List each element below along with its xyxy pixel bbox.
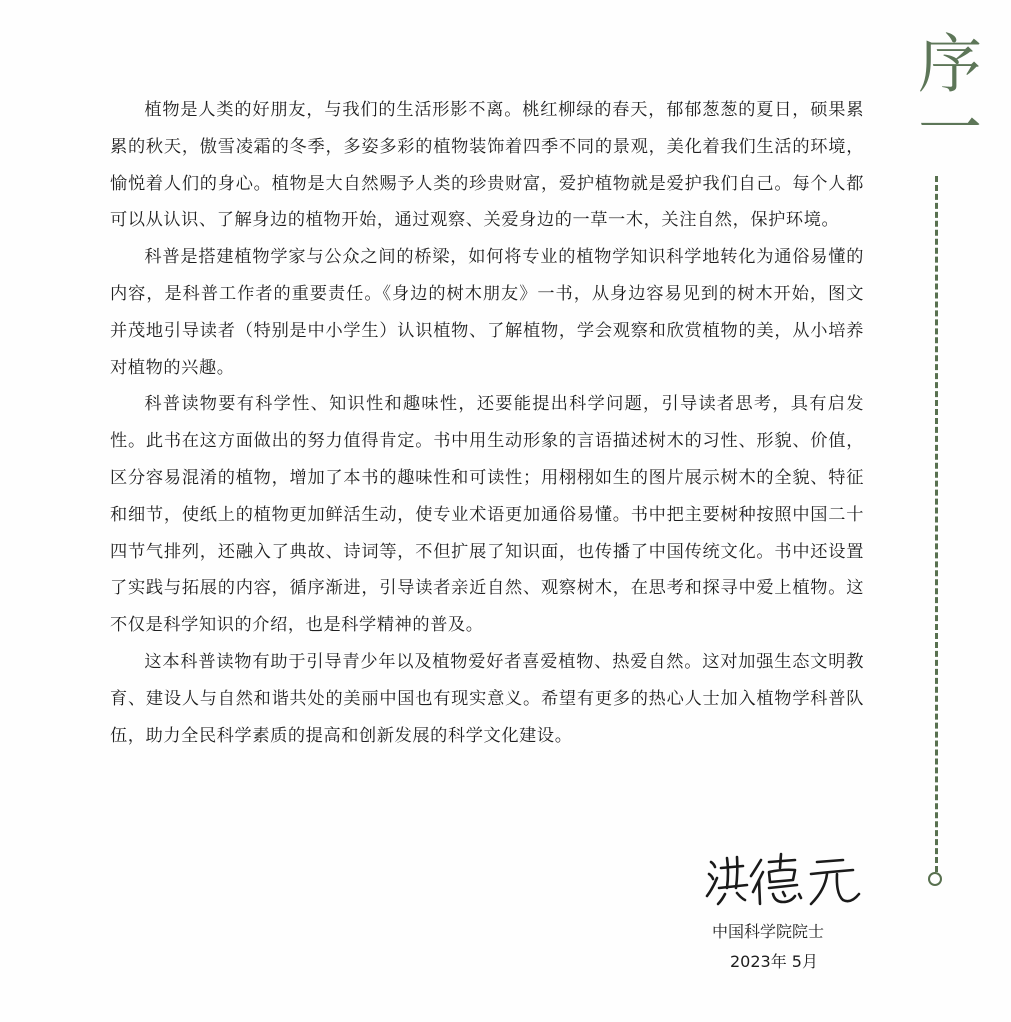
paragraph-4: 这本科普读物有助于引导青少年以及植物爱好者喜爱植物、热爱自然。这对加强生态文明教育、建设人与自然和谐共处的美丽中国也有现实意义。希望有更多的热心人士加入植物学科普队伍，助力全民科学素质的提高和创新发展的科学文化建设。 [110,651,864,746]
paragraph-3: 科普读物要有科学性、知识性和趣味性，还要能提出科学问题，引导读者思考，具有启发性。此书在这方面做出的努力值得肯定。书中用生动形象的言语描述树木的习性、形貌、价值，区分容易混淆的植物，增加了本书的趣味性和可读性；用栩栩如生的图片展示树木的全貌、特征和细节，使纸上的植物更加鲜活生动，使专业术语更加通俗易懂。书中把主要树种按照中国二十四节气排列，还融入了典故、诗词等，不但扩展了知识面，也传播了中国传统文化。书中还设置了实践与拓展的内容，循序渐进，引导读者亲近自然、观察树木，在思考和探寻中爱上植物。这不仅是科学知识的介绍，也是科学精神的普及。 [110,394,864,636]
preface-body [110,92,864,754]
handwritten-signature [703,850,863,910]
decorative-circle-icon [928,872,942,886]
paragraph-1: 植物是人类的好朋友，与我们的生活形影不离。桃红柳绿的春天，郁郁葱葱的夏日，硕果累累的秋天，傲雪凌霜的冬季，多姿多彩的植物装饰着四季不同的景观，美化着我们生活的环境，愉悦着人们的身心。植物是大自然赐予人类的珍贵财富，爱护植物就是爱护我们自己。每个人都可以从认识、了解身边的植物开始，通过观察、关爱身边的一草一木，关注自然，保护环境。 [110,100,864,231]
paragraph-2: 科普是搭建植物学家与公众之间的桥梁，如何将专业的植物学知识科学地转化为通俗易懂的内容，是科普工作者的重要责任。《身边的树木朋友》一书，从身边容易见到的树木开始，图文并茂地引导读者（特别是中小学生）认识植物、了解植物，学会观察和欣赏植物的美，从小培养对植物的兴趣。 [110,247,864,378]
preface-title: 序一 [907,30,981,158]
signature-date: 2023年 5月 [730,952,818,971]
author-affiliation: 中国科学院院士 [712,922,825,941]
decorative-dashed-line [935,176,938,872]
